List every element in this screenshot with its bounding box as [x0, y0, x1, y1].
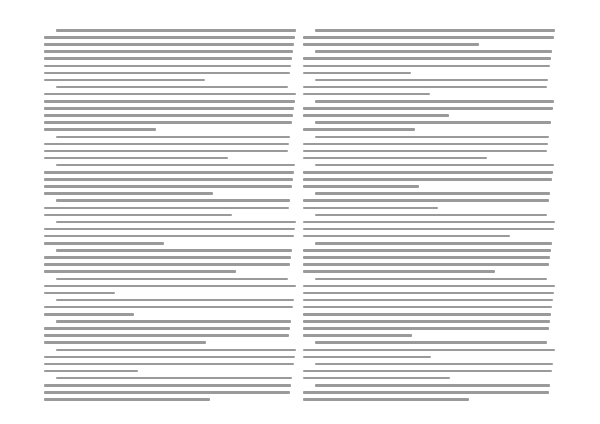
text-line [44, 171, 294, 174]
text-line [303, 199, 549, 202]
text-line [303, 292, 554, 295]
text-line [44, 292, 115, 295]
text-line [315, 29, 555, 32]
text-line [44, 100, 295, 103]
text-line [56, 86, 288, 89]
text-line [303, 299, 553, 302]
text-line [315, 100, 554, 103]
text-line [303, 207, 438, 210]
text-line [44, 121, 292, 124]
text-line [303, 36, 554, 39]
text-line [315, 214, 547, 217]
text-line [303, 320, 550, 323]
text-line [56, 278, 288, 281]
text-line [44, 256, 291, 259]
text-line [303, 86, 547, 89]
text-column-right [303, 27, 561, 407]
text-line [44, 384, 291, 387]
text-line [303, 391, 549, 394]
text-line [303, 128, 415, 131]
text-line [56, 221, 296, 224]
text-line [56, 299, 294, 302]
text-line [44, 185, 292, 188]
text-line [44, 370, 138, 373]
text-line [44, 356, 295, 359]
text-line [44, 334, 289, 337]
text-line [303, 256, 550, 259]
text-line [44, 36, 295, 39]
text-line [315, 79, 548, 82]
text-line [44, 363, 294, 366]
text-line [315, 50, 552, 53]
text-line [44, 178, 293, 181]
text-line [303, 107, 553, 110]
text-line [315, 192, 550, 195]
text-line [303, 334, 412, 337]
text-line [44, 128, 156, 131]
text-line [315, 121, 551, 124]
text-line [303, 114, 449, 117]
text-line [44, 207, 289, 210]
text-line [303, 249, 551, 252]
text-line [303, 228, 554, 231]
text-line [315, 384, 550, 387]
text-line [56, 249, 292, 252]
text-line [44, 341, 206, 344]
text-line [315, 242, 552, 245]
text-line [315, 341, 547, 344]
text-line [303, 185, 419, 188]
text-line [303, 370, 552, 373]
text-line [303, 178, 552, 181]
text-line [44, 228, 295, 231]
text-line [44, 270, 236, 273]
text-line [315, 363, 553, 366]
text-line [44, 327, 290, 330]
text-line [56, 349, 296, 352]
text-line [303, 157, 487, 160]
text-line [44, 285, 296, 288]
text-line [303, 150, 547, 153]
text-line [44, 391, 290, 394]
text-line [315, 136, 549, 139]
text-line [44, 143, 289, 146]
text-line [303, 65, 550, 68]
text-line [44, 313, 134, 316]
text-line [44, 263, 290, 266]
text-line [44, 43, 294, 46]
text-line [303, 143, 548, 146]
text-line [303, 285, 555, 288]
text-line [315, 278, 547, 281]
text-line [56, 199, 290, 202]
text-line [44, 107, 294, 110]
text-line [56, 136, 290, 139]
text-line [56, 29, 296, 32]
text-line [44, 214, 232, 217]
text-line [303, 313, 551, 316]
text-line [303, 270, 495, 273]
text-line [44, 157, 228, 160]
text-line [303, 263, 549, 266]
text-line [44, 242, 164, 245]
text-line [303, 356, 431, 359]
text-line [303, 72, 411, 75]
text-line [303, 349, 555, 352]
text-line [44, 114, 293, 117]
text-line [44, 50, 293, 53]
text-line [44, 72, 290, 75]
text-line [303, 398, 469, 401]
text-line [303, 327, 549, 330]
text-column-left [44, 27, 302, 407]
text-line [303, 171, 553, 174]
text-line [303, 43, 479, 46]
text-line [44, 192, 213, 195]
text-line [44, 150, 288, 153]
text-line [44, 57, 292, 60]
text-line [44, 398, 210, 401]
text-line [44, 79, 205, 82]
text-line [303, 221, 555, 224]
text-line [303, 57, 551, 60]
text-line [56, 320, 291, 323]
text-line [44, 65, 291, 68]
